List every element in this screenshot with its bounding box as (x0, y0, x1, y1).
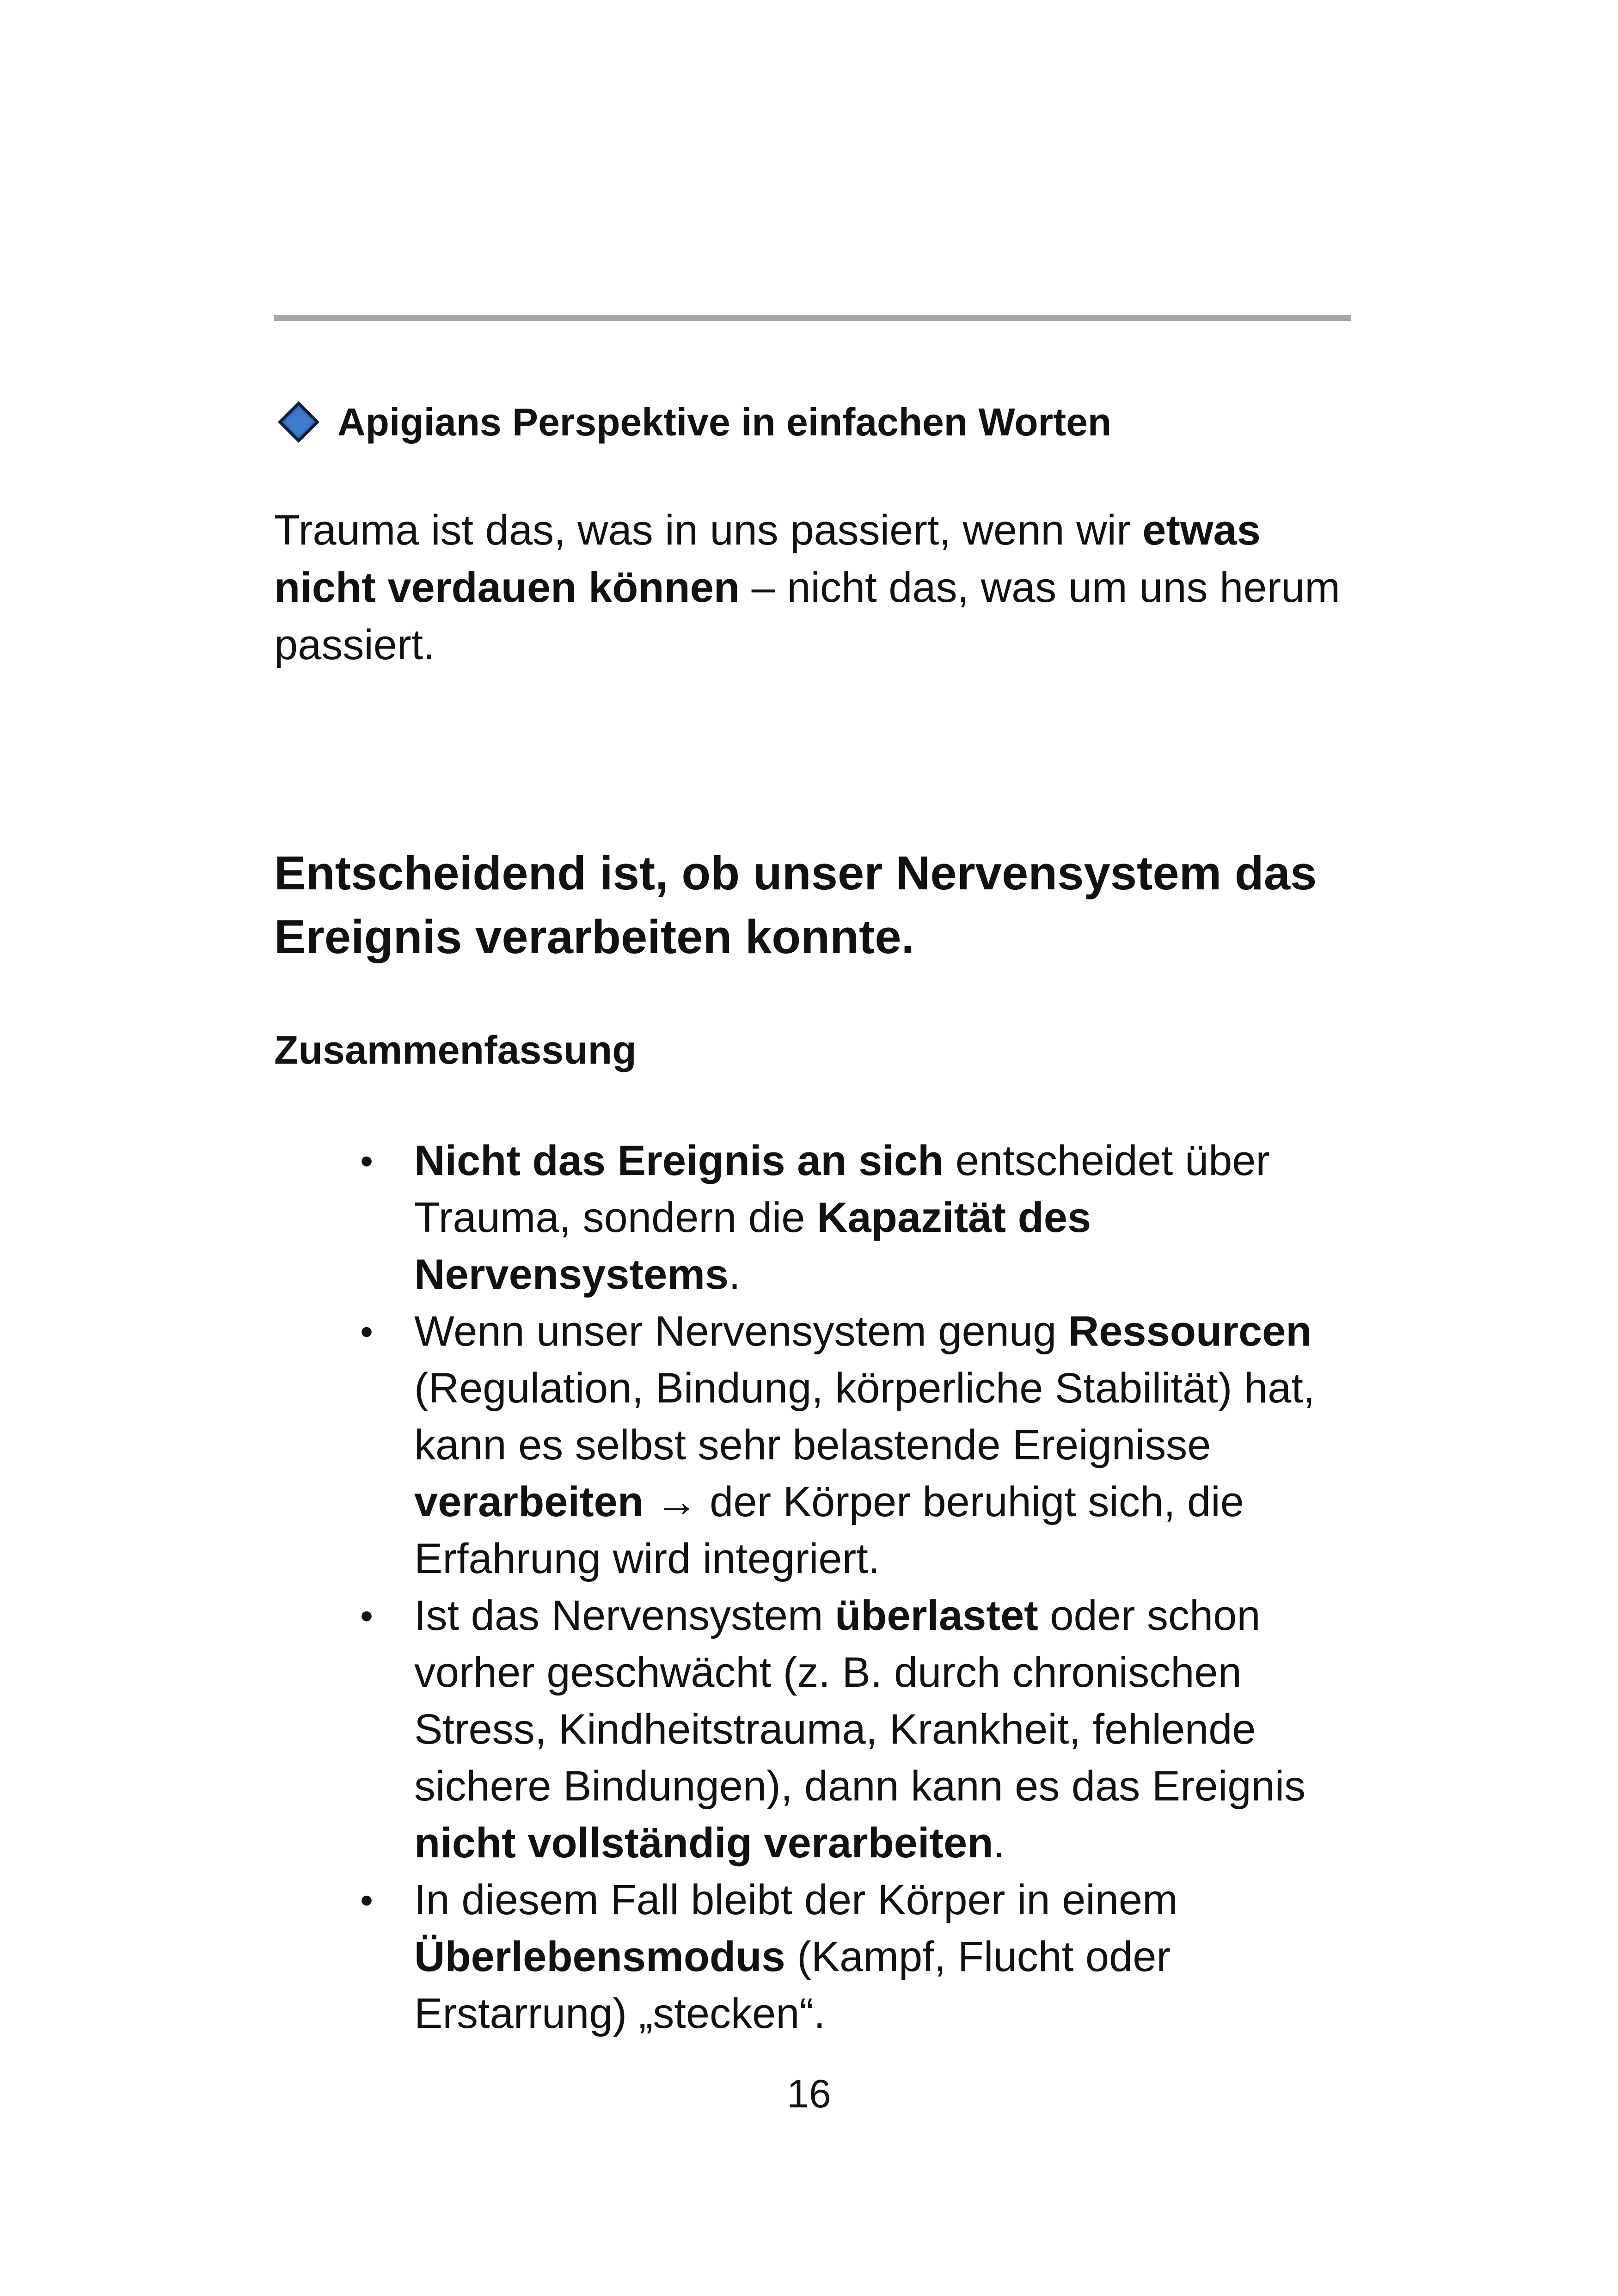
section-heading-text: Apigians Perspektive in einfachen Worten (337, 400, 1112, 444)
page-number: 16 (787, 2072, 831, 2116)
bullet-text: (Regulation, Bindung, körperliche Stabilität) hat, kann es selbst sehr belastende Ereignisse (414, 1365, 1315, 1469)
bullet-bold-text: überlastet (835, 1592, 1038, 1639)
bullet-text: In diesem Fall bleibt der Körper in einem (414, 1876, 1178, 1923)
bullet-text: . (729, 1251, 741, 1298)
bullet-bold-text: Überlebensmodus (414, 1933, 785, 1980)
bullet-bold-text: Ressourcen (1068, 1308, 1312, 1355)
summary-title: Zusammenfassung (274, 1028, 637, 1072)
list-item (274, 1587, 1351, 1872)
bullet-text: Ist das Nervensystem (414, 1592, 835, 1639)
bullet-bold-text: Kapazität des Nervensystems (414, 1194, 1091, 1298)
bullet-bold-text: verarbeiten (414, 1478, 644, 1525)
bullet-text: entscheidet über Trauma, sondern die (414, 1137, 1270, 1241)
main-heading: Entscheidend ist, ob unser Nervensystem das Ereignis verarbeiten konnte. (274, 846, 1317, 963)
intro-text-1: Trauma ist das, was in uns passiert, wenn wir (274, 507, 1143, 554)
list-item (274, 1872, 1351, 2042)
bullet-dot: • (360, 1140, 373, 1182)
bullet-bold-text: Nicht das Ereignis an sich (414, 1137, 944, 1184)
list-item (274, 1133, 1351, 1303)
bullet-text: oder schon vorher geschwächt (z. B. durch chronischen Stress, Kindheitstrauma, Krankheit, fehlende sichere Bindungen), dann kann es das Ereignis (414, 1592, 1306, 1810)
horizontal-divider (274, 315, 1351, 321)
bullet-text: → der Körper beruhigt sich, die Erfahrung wird integriert. (414, 1478, 1244, 1582)
bullet-text: . (993, 1819, 1005, 1867)
section-heading (277, 392, 1387, 452)
bullet-text: (Kampf, Flucht oder Erstarrung) „stecken“. (414, 1933, 1171, 2037)
list-item (274, 1303, 1351, 1587)
bullet-text: Wenn unser Nervensystem genug (414, 1308, 1068, 1355)
bullet-bold-text: nicht vollständig verarbeiten (414, 1819, 993, 1867)
intro-bold-text: etwas nicht verdauen können (274, 507, 1261, 611)
summary-list (274, 1133, 1351, 2042)
intro-text-2: – nicht das, was um uns herum passiert. (274, 564, 1340, 668)
bullet-dot: • (360, 1880, 373, 1921)
bullet-dot: • (360, 1595, 373, 1636)
bullet-dot: • (360, 1311, 373, 1352)
intro-paragraph (274, 502, 1351, 673)
blue-diamond-icon (277, 401, 320, 443)
